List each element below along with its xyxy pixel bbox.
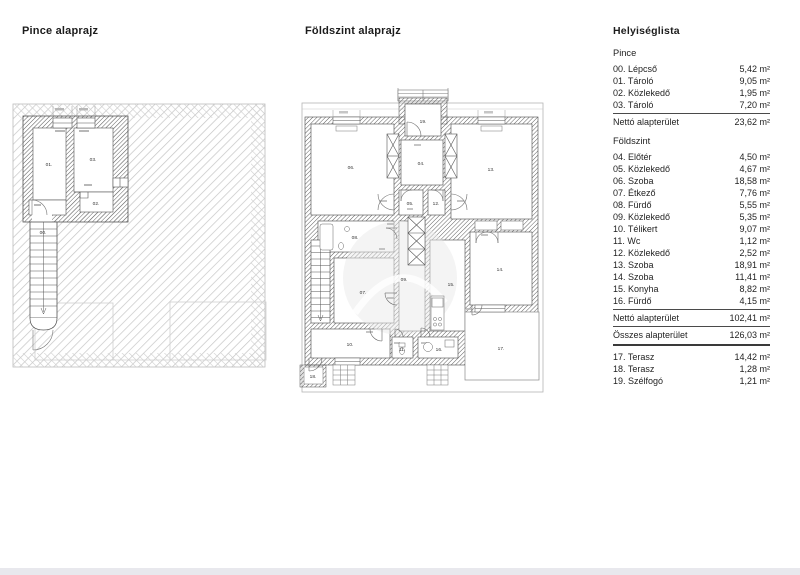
room-list-title: Helyiséglista: [613, 25, 680, 37]
room-area: 1,95 m²: [739, 88, 770, 98]
room-label-04: 04.: [417, 162, 425, 167]
room-area: 5,42 m²: [739, 64, 770, 74]
room-list: [613, 42, 770, 387]
room-label-08: 08.: [351, 236, 359, 241]
room-row: [613, 75, 770, 87]
room-area: 1,28 m²: [739, 364, 770, 374]
room-row: [613, 363, 770, 375]
room-label: 05. Közlekedő: [613, 164, 671, 174]
room-area: 4,15 m²: [739, 296, 770, 306]
room-label-05: 05.: [406, 202, 414, 207]
room-row: [613, 211, 770, 223]
room-label: 10. Télikert: [613, 224, 658, 234]
room-label: 12. Közlekedő: [613, 248, 671, 258]
room-row: [613, 375, 770, 387]
room-label: 16. Fürdő: [613, 296, 652, 306]
room-label-09: 09.: [400, 278, 408, 283]
room-label: 06. Szoba: [613, 176, 654, 186]
room-row: [613, 187, 770, 199]
room-area: 9,05 m²: [739, 76, 770, 86]
room-row: [613, 175, 770, 187]
room-area: 7,20 m²: [739, 100, 770, 110]
room-row: [613, 63, 770, 75]
room-area: 14,42 m²: [734, 352, 770, 362]
room-label: 00. Lépcső: [613, 64, 658, 74]
total-area: 23,62 m²: [734, 117, 770, 127]
room-label-15: 15.: [447, 283, 455, 288]
room-label-13: 13.: [487, 168, 495, 173]
room-area: 1,12 m²: [739, 236, 770, 246]
section-heading-pince: Pince: [613, 48, 637, 58]
room-label: 17. Terasz: [613, 352, 655, 362]
room-row: [613, 163, 770, 175]
room-label: 01. Tároló: [613, 76, 654, 86]
room-label-19: 19.: [419, 120, 427, 125]
divider: [613, 309, 770, 310]
room-row: [613, 351, 770, 363]
room-row: [613, 247, 770, 259]
room-label: 07. Étkező: [613, 188, 656, 198]
room-area: 9,07 m²: [739, 224, 770, 234]
room-label: 04. Előtér: [613, 152, 652, 162]
room-label: 13. Szoba: [613, 260, 654, 270]
room-area: 11,41 m²: [735, 272, 770, 282]
exterior-steps: [333, 365, 448, 385]
room-label: 11. Wc: [613, 236, 641, 246]
total-row-osszes: [613, 329, 770, 341]
room-row: [613, 271, 770, 283]
room-area: 5,55 m²: [739, 200, 770, 210]
room-label-00: 00.: [39, 231, 47, 236]
foldszint-plan-title: Földszint alaprajz: [305, 25, 401, 37]
divider-thick: [613, 344, 770, 346]
room-label-12: 12.: [432, 202, 440, 207]
room-area: 4,67 m²: [739, 164, 770, 174]
basement-rooms: [23, 116, 128, 224]
total-area: 102,41 m²: [729, 313, 770, 323]
room-label-14: 14.: [496, 268, 504, 273]
section-heading-foldszint: Földszint: [613, 136, 651, 146]
room-label-10: 10.: [346, 343, 354, 348]
room-row: [613, 259, 770, 271]
room-label-16: 16.: [435, 348, 443, 353]
pince-floor-plan: [8, 98, 273, 373]
room-label: 18. Terasz: [613, 364, 655, 374]
room-row: [613, 87, 770, 99]
room-area: 4,50 m²: [739, 152, 770, 162]
room-label-18: 18.: [309, 375, 317, 380]
room-row: [613, 151, 770, 163]
room-label-01: 01.: [45, 163, 53, 168]
foldszint-floor-plan: [295, 88, 545, 398]
room-area: 18,58 m²: [734, 176, 770, 186]
divider: [613, 326, 770, 327]
room-label: 19. Szélfogó: [613, 376, 664, 386]
total-row-pince: [613, 116, 770, 128]
room-label: 02. Közlekedő: [613, 88, 671, 98]
room-row: [613, 199, 770, 211]
total-label: Összes alapterület: [613, 330, 688, 340]
room-label-11: 11.: [398, 348, 406, 353]
room-area: 1,21 m²: [739, 376, 770, 386]
room-label: 14. Szoba: [613, 272, 654, 282]
room-row: [613, 295, 770, 307]
room-area: 18,91 m²: [734, 260, 770, 270]
total-label: Nettó alapterület: [613, 313, 680, 323]
room-area: 2,52 m²: [739, 248, 770, 258]
room-row: [613, 99, 770, 111]
room-label: 09. Közlekedő: [613, 212, 671, 222]
basement-stair: [30, 200, 57, 350]
room-label-07: 07.: [359, 291, 367, 296]
room-row: [613, 223, 770, 235]
pince-plan-title: Pince alaprajz: [22, 25, 99, 37]
room-label-02: 02.: [92, 202, 100, 207]
room-label-03: 03.: [89, 158, 97, 163]
room-label: 15. Konyha: [613, 284, 659, 294]
room-label: 08. Fürdő: [613, 200, 652, 210]
total-label: Nettó alapterület: [613, 117, 680, 127]
room-label: 03. Tároló: [613, 100, 654, 110]
page-bottom-edge: [0, 568, 800, 575]
room-area: 8,82 m²: [739, 284, 770, 294]
room-area: 7,76 m²: [739, 188, 770, 198]
room-label-17: 17.: [497, 347, 505, 352]
room-area: 5,35 m²: [739, 212, 770, 222]
divider: [613, 113, 770, 114]
total-row-netto: [613, 312, 770, 324]
room-row: [613, 235, 770, 247]
room-row: [613, 283, 770, 295]
total-area: 126,03 m²: [729, 330, 770, 340]
room-label-06: 06.: [347, 166, 355, 171]
